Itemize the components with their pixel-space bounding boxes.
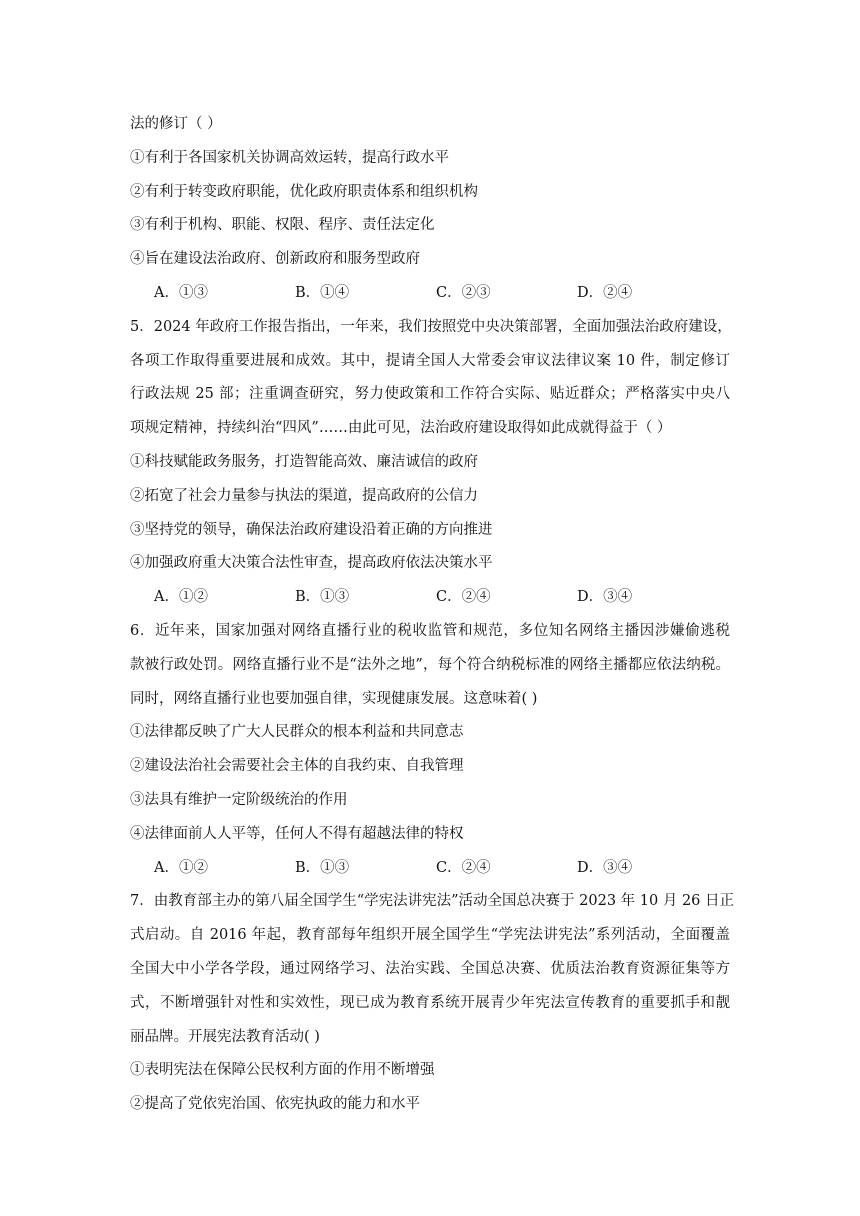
q5-option-d[interactable]: D．③④ — [577, 589, 633, 606]
q4-option-b[interactable]: B．①④ — [295, 284, 350, 301]
page-content — [130, 108, 735, 1122]
q7-stem-line-4: 式，不断增强针对性和实效性，现已成为教育系统开展青少年宪法宣传教育的重要抓手和靓 — [130, 994, 730, 1011]
q4-option-c[interactable]: C．②③ — [436, 284, 491, 301]
q4-option-a[interactable]: A．①③ — [154, 284, 208, 301]
q5-option-a[interactable]: A．①② — [154, 589, 208, 606]
q6-option-a[interactable]: A．①② — [154, 859, 208, 876]
q6-option-c[interactable]: C．②④ — [436, 859, 491, 876]
q7-statement-1: ①表明宪法在保障公民权利方面的作用不断增强 — [130, 1062, 435, 1079]
q4-stem-tail: 法的修订（ ） — [130, 116, 222, 132]
q7-stem-line-2: 式启动。自 2016 年起，教育部每年组织开展全国学生“学宪法讲宪法”系列活动，全面覆盖 — [130, 927, 730, 944]
q5-statement-2: ②拓宽了社会力量参与执法的渠道，提高政府的公信力 — [130, 487, 478, 504]
q4-options — [130, 277, 730, 311]
q5-statement-1: ①科技赋能政务服务，打造智能高效、廉洁诚信的政府 — [130, 453, 478, 470]
q4-statement-3: ③有利于机构、职能、权限、程序、责任法定化 — [130, 217, 435, 234]
q5-statement-3: ③坚持党的领导，确保法治政府建设沿着正确的方向推进 — [130, 521, 493, 538]
q5-option-c[interactable]: C．②④ — [436, 589, 491, 606]
q7-stem-line-5: 丽品牌。开展宪法教育活动( ) — [130, 1028, 320, 1045]
q6-stem-line-3: 同时，网络直播行业也要加强自律，实现健康发展。这意味着( ) — [130, 690, 538, 707]
q4-statement-1: ①有利于各国家机关协调高效运转，提高行政水平 — [130, 149, 449, 166]
q6-option-d[interactable]: D．③④ — [577, 859, 633, 876]
q5-stem-line-2: 各项工作取得重要进展和成效。其中，提请全国人大常委会审议法律议案 10 件，制定修订 — [130, 352, 730, 369]
q5-stem-line-1: 5．2024 年政府工作报告指出，一年来，我们按照党中央决策部署，全面加强法治政府建设， — [130, 318, 732, 335]
q5-options — [130, 581, 730, 615]
q4-option-d[interactable]: D．②④ — [577, 284, 633, 301]
q4-statement-2: ②有利于转变政府职能，优化政府职责体系和组织机构 — [130, 183, 478, 200]
q7-statement-2: ②提高了党依宪治国、依宪执政的能力和水平 — [130, 1096, 420, 1113]
q6-stem-line-2: 款被行政处罚。网络直播行业不是“法外之地”，每个符合纳税标准的网络主播都应依法纳税。 — [130, 656, 730, 673]
q5-option-b[interactable]: B．①③ — [295, 589, 350, 606]
q6-statement-2: ②建设法治社会需要社会主体的自我约束、自我管理 — [130, 758, 464, 775]
q6-statement-3: ③法具有维护一定阶级统治的作用 — [130, 791, 348, 808]
q6-stem-line-1: 6．近年来，国家加强对网络直播行业的税收监管和规范，多位知名网络主播因涉嫌偷逃税 — [130, 622, 730, 639]
q6-statement-4: ④法律面前人人平等，任何人不得有超越法律的特权 — [130, 825, 464, 842]
q4-statement-4: ④旨在建设法治政府、创新政府和服务型政府 — [130, 251, 420, 268]
q7-stem-line-1: 7．由教育部主办的第八届全国学生“学宪法讲宪法”活动全国总决赛于 2023 年 10 月 26 日正 — [130, 893, 735, 910]
q5-statement-4: ④加强政府重大决策合法性审查，提高政府依法决策水平 — [130, 555, 493, 572]
q5-stem-line-4: 项规定精神，持续纠治“四风”……由此可见，法治政府建设取得如此成就得益于（ ） — [130, 420, 672, 437]
q7-stem-line-3: 全国大中小学各学段，通过网络学习、法治实践、全国总决赛、优质法治教育资源征集等方 — [130, 960, 730, 977]
q5-stem-line-3: 行政法规 25 部；注重调查研究，努力使政策和工作符合实际、贴近群众；严格落实中央八 — [130, 386, 730, 403]
q6-option-b[interactable]: B．①③ — [295, 859, 350, 876]
q6-statement-1: ①法律都反映了广大人民群众的根本利益和共同意志 — [130, 724, 464, 741]
q6-options — [130, 852, 730, 886]
